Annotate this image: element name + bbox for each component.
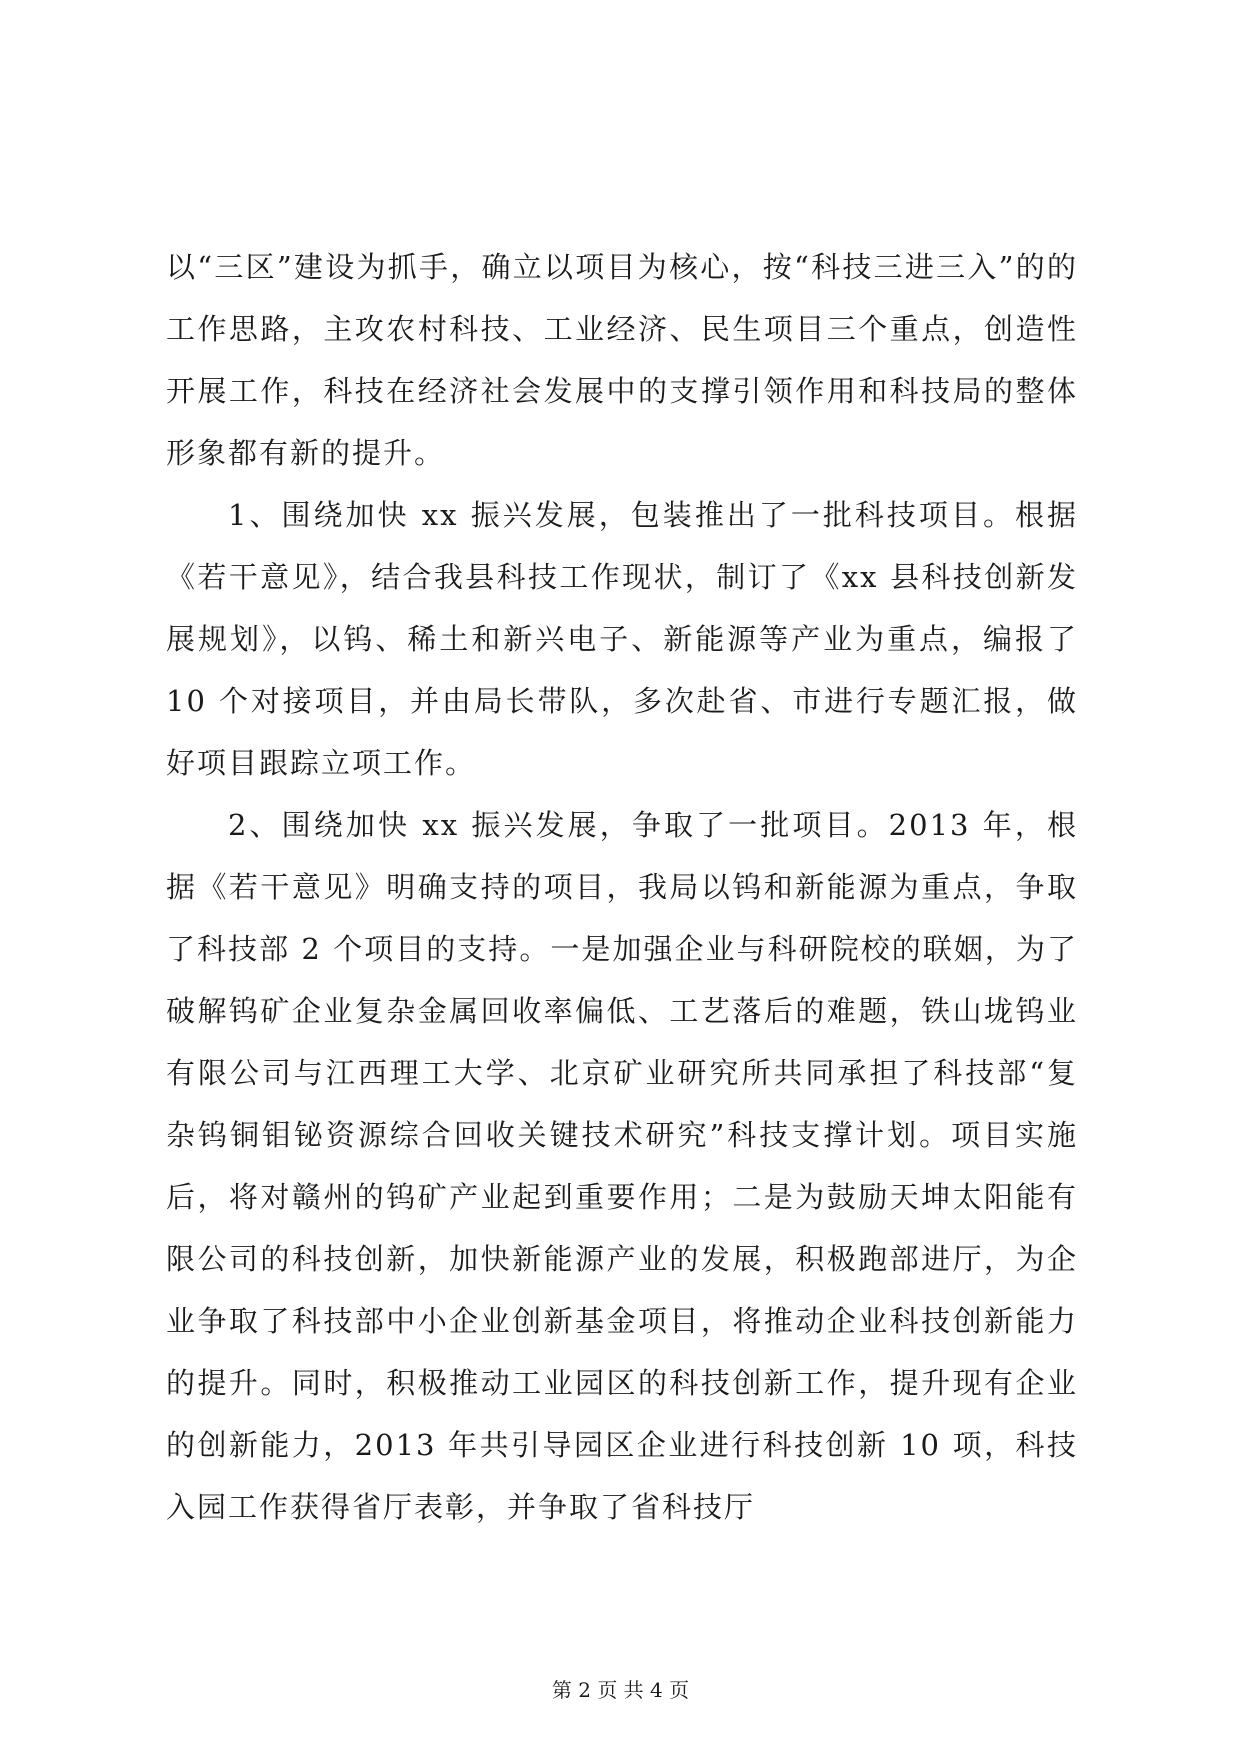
paragraph-2: 1、围绕加快 xx 振兴发展，包装推出了一批科技项目。根据《若干意见》，结合我县科技工作现状，制订了《xx 县科技创新发展规划》，以钨、稀土和新兴电子、新能源等产业为重点，编报了 10 个对接项目，并由局长带队，多次赴省、市进行专题汇报，做好项目跟踪立项工作。 bbox=[166, 498, 1078, 780]
paragraph-1: 以“三区”建设为抓手，确立以项目为核心，按“科技三进三入”的的工作思路，主攻农村科技、工业经济、民生项目三个重点，创造性开展工作，科技在经济社会发展中的支撑引领作用和科技局的整体形象都有新的提升。 bbox=[166, 250, 1078, 470]
page-footer: 第 2 页 共 4 页 bbox=[551, 1678, 690, 1702]
paragraph-3: 2、围绕加快 xx 振兴发展，争取了一批项目。2013 年，根据《若干意见》明确支持的项目，我局以钨和新能源为重点，争取了科技部 2 个项目的支持。一是加强企业与科研院校的联姻，为了破解钨矿企业复杂金属回收率偏低、工艺落后的难题，铁山垅钨业有限公司与江西理工大学、北京矿业研究所共同承担了科技部“复杂钨铜钼铋资源综合回收关键技术研究”科技支撑计划。项目实施后，将对赣州的钨矿产业起到重要作用；二是为鼓励天坤太阳能有限公司的科技创新，加快新能源产业的发展，积极跑部进厅，为企业争取了科技部中小企业创新基金项目，将推动企业科技创新能力的提升。同时，积极推动工业园区的科技创新工作，提升现有企业的创新能力，2013 年共引导园区企业进行科技创新 10 项，科技入园工作获得省厅表彰，并争取了省科技厅 bbox=[166, 808, 1078, 1524]
document-body bbox=[166, 236, 1078, 1538]
